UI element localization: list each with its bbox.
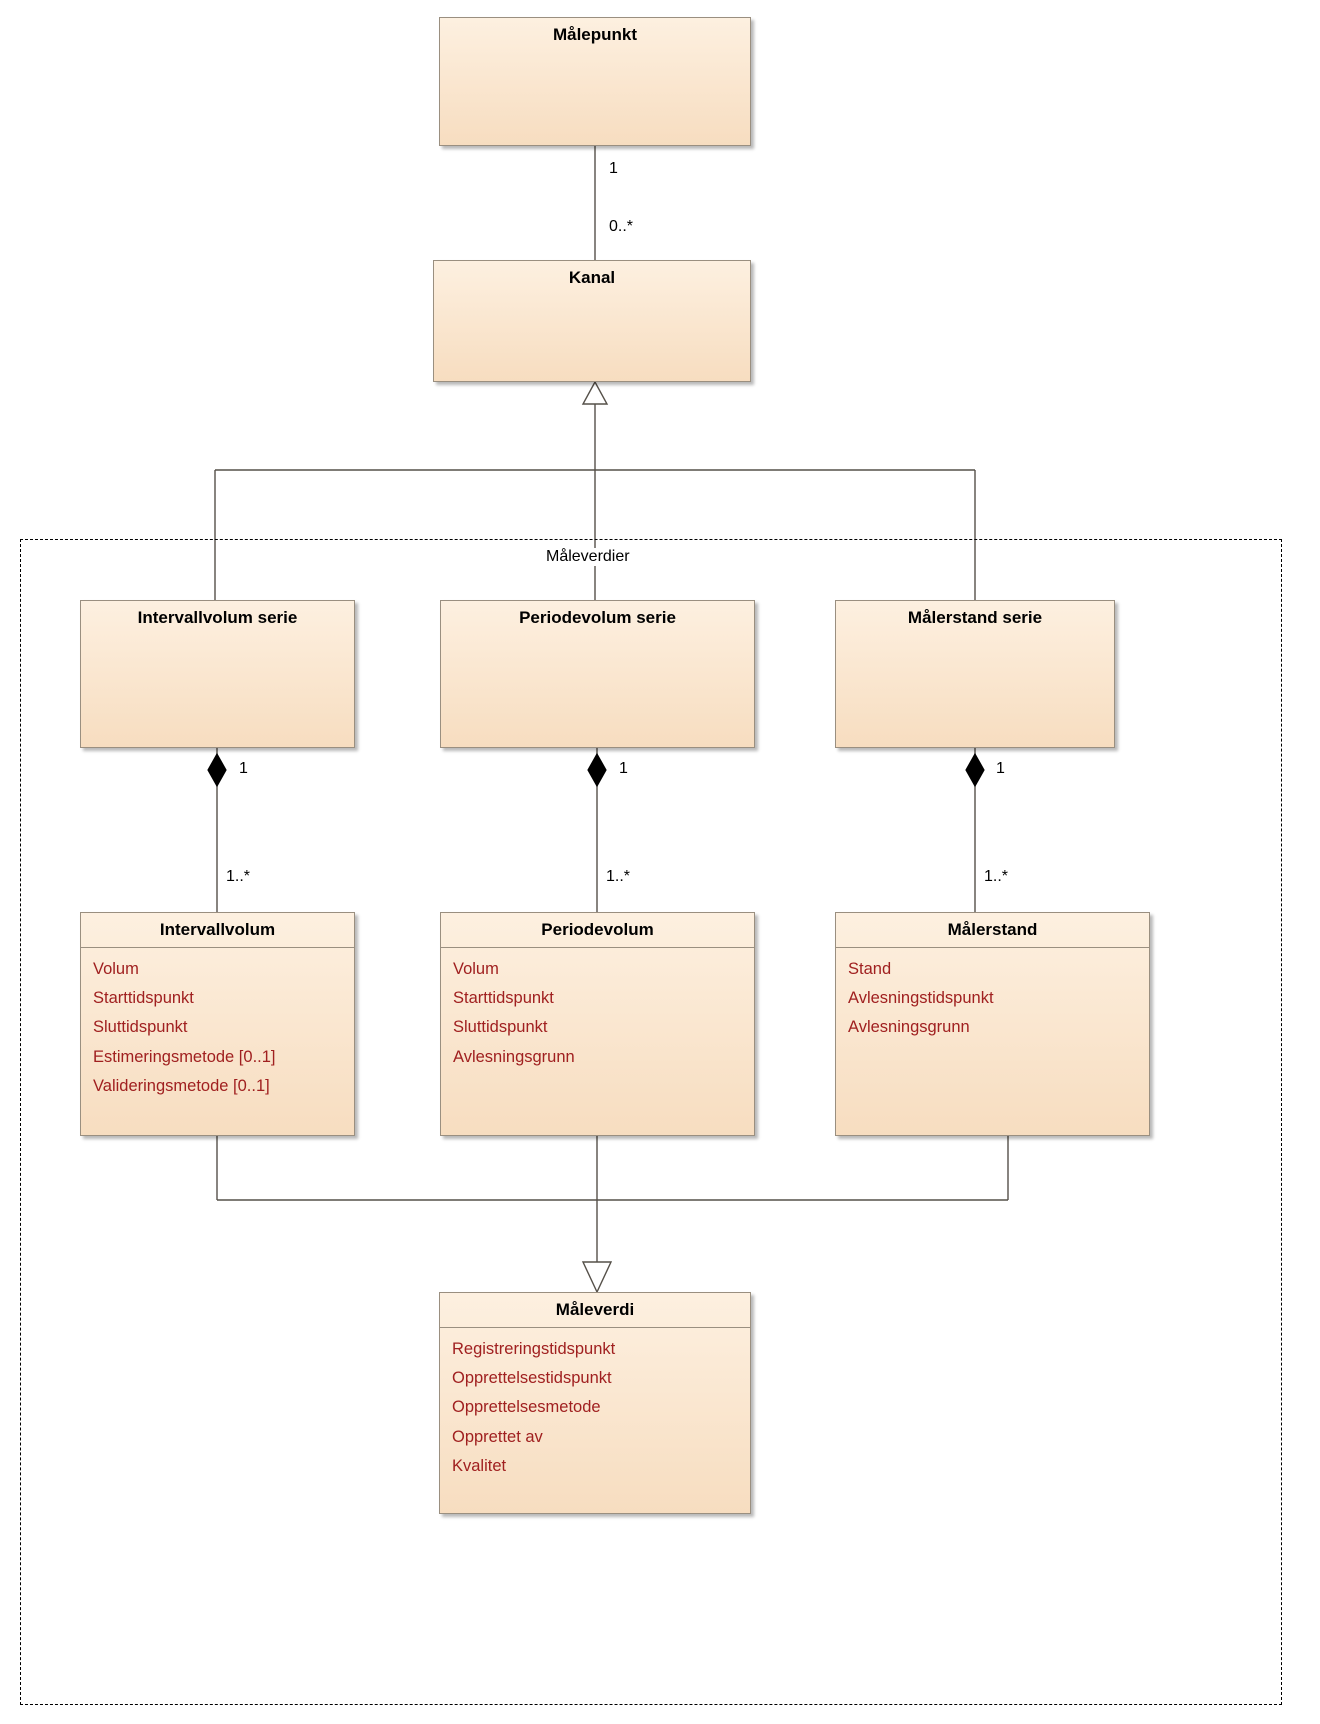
attribute: Opprettet av xyxy=(452,1427,543,1446)
class-malepunkt[interactable] xyxy=(439,17,751,146)
class-attributes xyxy=(81,948,354,1108)
attribute: Avlesningstidspunkt xyxy=(848,989,994,1008)
multiplicity-malerstand: 1..* xyxy=(984,868,1009,885)
attribute: Volum xyxy=(453,959,499,978)
class-attributes xyxy=(836,948,1149,1049)
attribute: Starttidspunkt xyxy=(93,989,194,1008)
multiplicity-malepunkt: 1 xyxy=(609,160,618,177)
multiplicity-malerstand-serie: 1 xyxy=(996,760,1005,777)
class-periodevolum[interactable] xyxy=(440,912,755,1136)
class-title: Målepunkt xyxy=(552,25,638,44)
class-malerstand[interactable] xyxy=(835,912,1150,1136)
attribute: Starttidspunkt xyxy=(453,989,554,1008)
attribute: Stand xyxy=(848,959,892,978)
class-title: Målerstand xyxy=(836,913,1149,948)
multiplicity-intervallvolum: 1..* xyxy=(226,868,251,885)
class-title: Periodevolum serie xyxy=(519,608,676,627)
class-title: Måleverdi xyxy=(440,1293,750,1328)
attribute: Estimeringsmetode [0..1] xyxy=(93,1047,276,1066)
class-kanal[interactable] xyxy=(433,260,751,382)
class-intervallvolum[interactable] xyxy=(80,912,355,1136)
attribute: Sluttidspunkt xyxy=(93,1018,188,1037)
attribute: Sluttidspunkt xyxy=(453,1018,548,1037)
class-attributes xyxy=(440,1328,750,1488)
attribute: Opprettelsestidspunkt xyxy=(452,1369,612,1388)
multiplicity-intervallvolum-serie: 1 xyxy=(239,760,248,777)
class-maleverdi[interactable] xyxy=(439,1292,751,1514)
multiplicity-kanal: 0..* xyxy=(609,218,634,235)
attribute: Valideringsmetode [0..1] xyxy=(93,1077,270,1096)
attribute: Avlesningsgrunn xyxy=(848,1018,970,1037)
attribute: Opprettelsesmetode xyxy=(452,1398,601,1417)
attribute: Kvalitet xyxy=(452,1457,507,1476)
attribute: Volum xyxy=(93,959,139,978)
package-label: Måleverdier xyxy=(540,548,636,566)
class-title: Kanal xyxy=(568,268,616,287)
class-attributes xyxy=(441,948,754,1078)
class-periodevolum-serie[interactable] xyxy=(440,600,755,748)
class-title: Intervallvolum serie xyxy=(137,608,298,627)
attribute: Avlesningsgrunn xyxy=(453,1047,575,1066)
multiplicity-periodevolum-serie: 1 xyxy=(619,760,628,777)
class-title: Periodevolum xyxy=(441,913,754,948)
attribute: Registreringstidspunkt xyxy=(452,1339,616,1358)
class-intervallvolum-serie[interactable] xyxy=(80,600,355,748)
multiplicity-periodevolum: 1..* xyxy=(606,868,631,885)
class-title: Intervallvolum xyxy=(81,913,354,948)
class-malerstand-serie[interactable] xyxy=(835,600,1115,748)
class-title: Målerstand serie xyxy=(907,608,1043,627)
